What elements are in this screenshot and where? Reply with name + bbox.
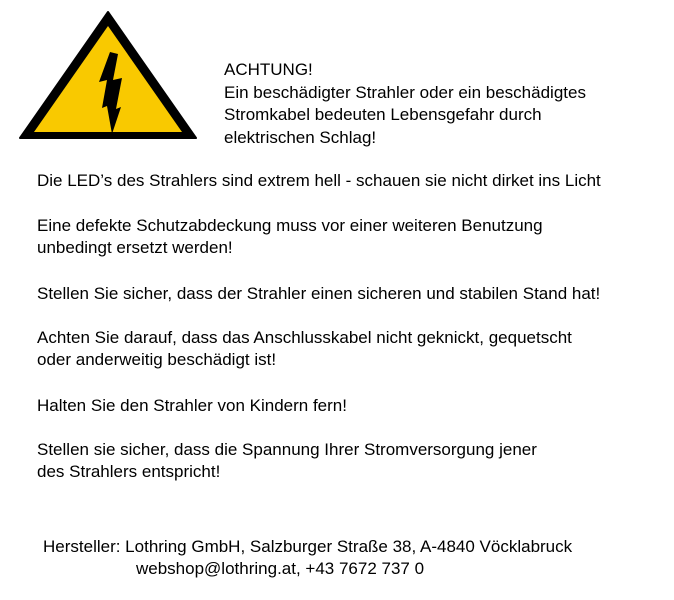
- instruction-line: Achten Sie darauf, dass das Anschlusskabel nicht geknickt, gequetscht: [37, 328, 572, 347]
- instruction-line: des Strahlers entspricht!: [37, 462, 221, 481]
- high-voltage-warning-icon: [18, 10, 198, 140]
- instruction-line: Halten Sie den Strahler von Kindern fern!: [37, 396, 347, 415]
- instruction-line: Stellen Sie sicher, dass der Strahler einen sicheren und stabilen Stand hat!: [37, 284, 601, 303]
- instruction-children: [37, 395, 347, 417]
- instruction-line: unbedingt ersetzt werden!: [37, 238, 233, 257]
- warning-line: Stromkabel bedeuten Lebensgefahr durch: [224, 105, 542, 124]
- warning-text-block: [224, 59, 586, 149]
- instruction-stable-stand: [37, 283, 600, 305]
- manufacturer-info: Hersteller: Lothring GmbH, Salzburger Straße 38, A-4840 Vöcklabruck: [43, 537, 573, 556]
- instruction-cable-check: [37, 327, 572, 371]
- instruction-led-brightness: [37, 170, 601, 192]
- warning-line: Ein beschädigter Strahler oder ein beschädigtes: [224, 82, 586, 102]
- instruction-line: Eine defekte Schutzabdeckung muss vor einer weiteren Benutzung: [37, 216, 543, 235]
- warning-title: ACHTUNG!: [224, 60, 313, 79]
- instruction-line: Die LED’s des Strahlers sind extrem hell - schauen sie nicht dirket ins Licht: [37, 171, 601, 190]
- instruction-voltage: [37, 439, 537, 483]
- instruction-line: oder anderweitig beschädigt ist!: [37, 350, 277, 369]
- instruction-protective-cover: [37, 215, 543, 259]
- instruction-line: Stellen sie sicher, dass die Spannung Ihrer Stromversorgung jener: [37, 440, 537, 459]
- warning-line: elektrischen Schlag!: [224, 127, 377, 147]
- manufacturer-contact: webshop@lothring.at, +43 7672 737 0: [136, 559, 425, 578]
